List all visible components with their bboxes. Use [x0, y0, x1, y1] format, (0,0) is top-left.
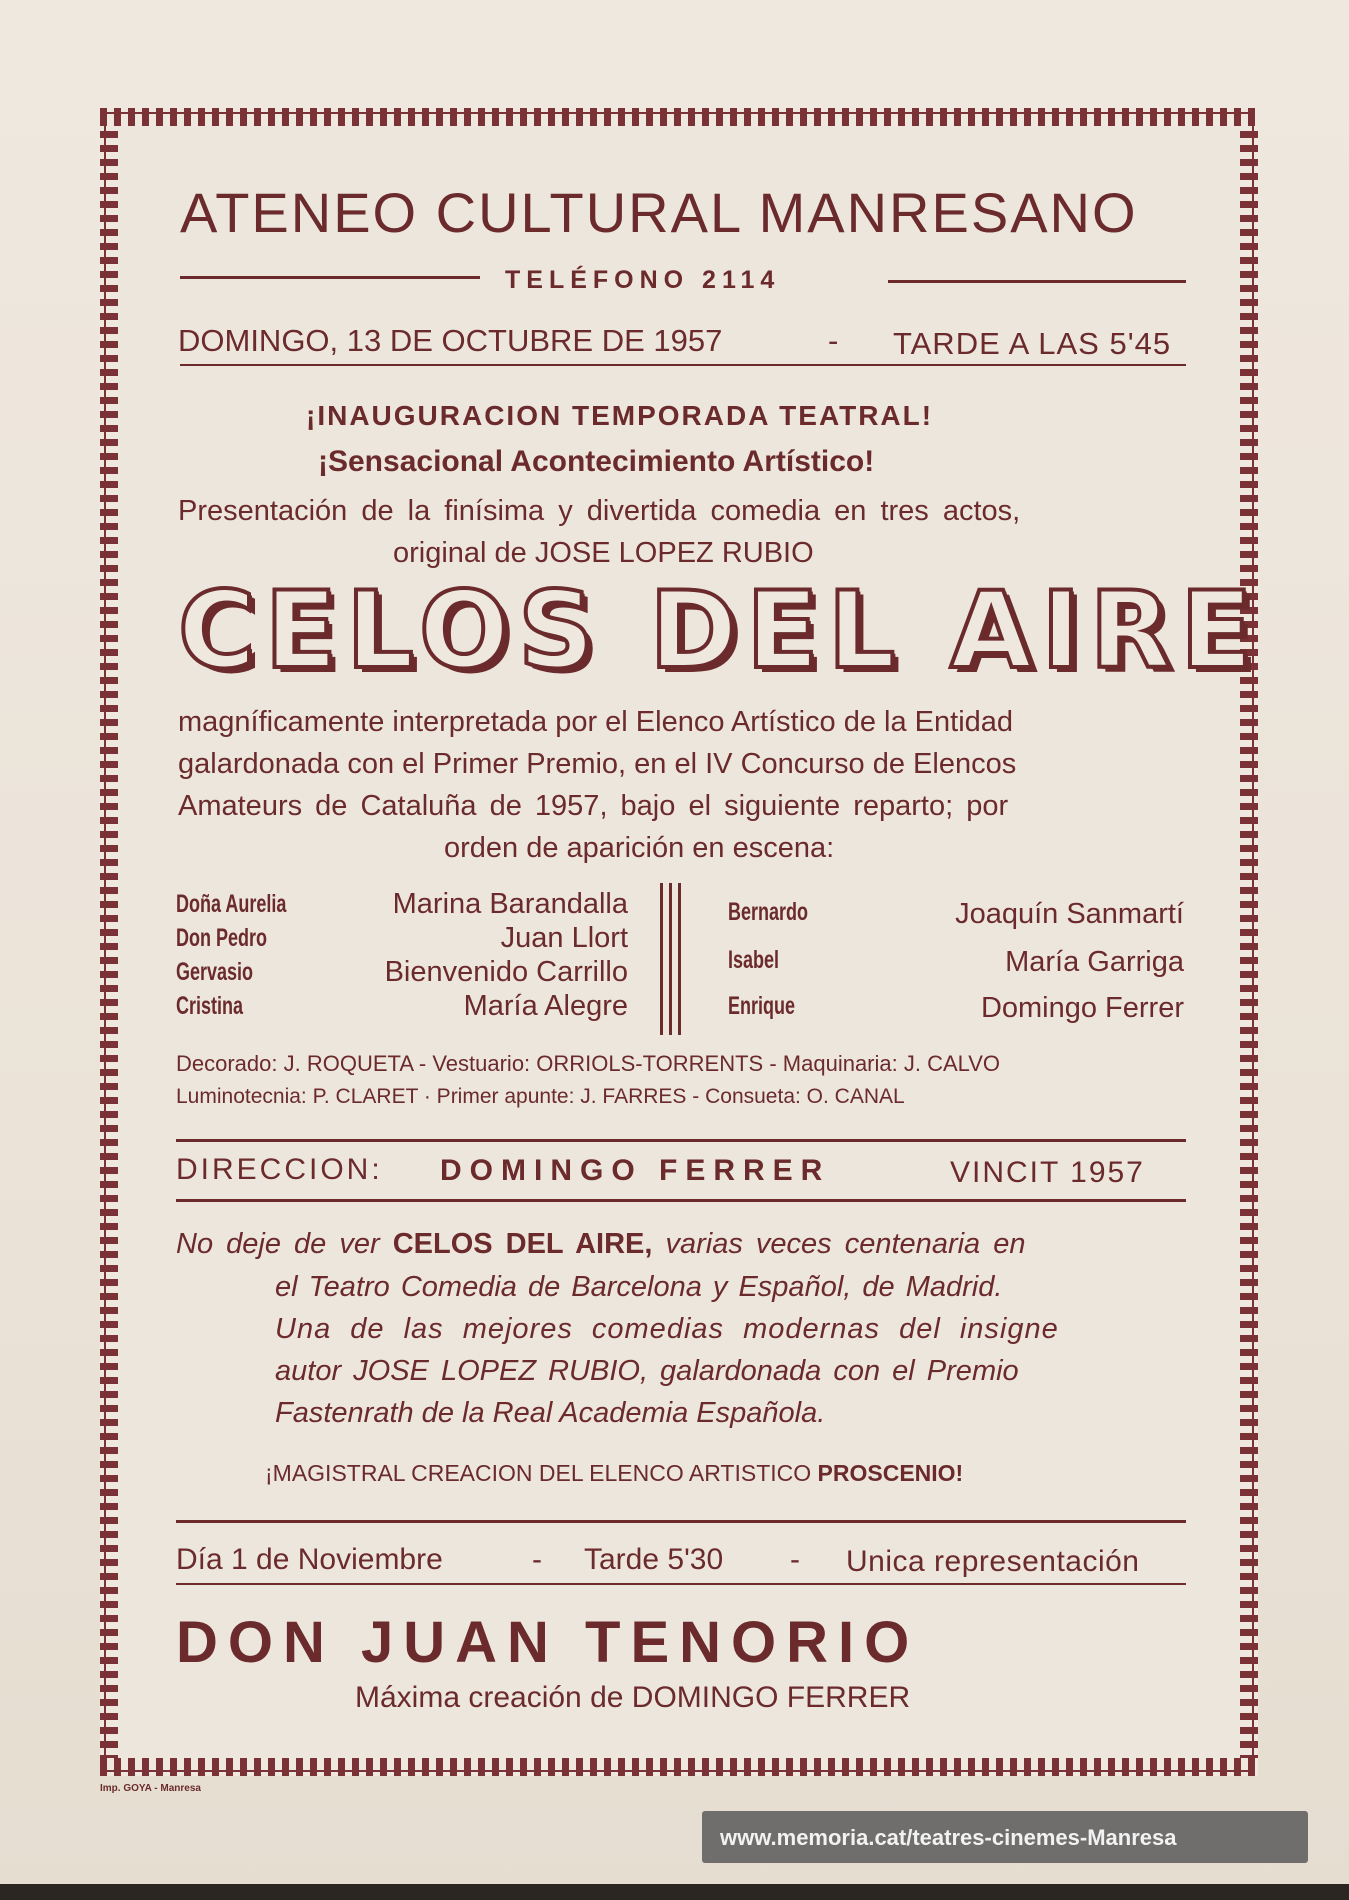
next-play-credit: Máxima creación de DOMINGO FERRER [355, 1681, 911, 1714]
cast-role: Doña Aurelia [176, 890, 287, 918]
director-suffix: VINCIT 1957 [950, 1156, 1145, 1189]
cast-role: Isabel [728, 946, 780, 974]
interpretation-line: galardonada con el Primer Premio, en el IV Concurso de Elencos [178, 748, 1017, 780]
interpretation-line: orden de aparición en escena: [444, 832, 835, 864]
event-date: DOMINGO, 13 DE OCTUBRE DE 1957 [178, 323, 723, 358]
inauguration-heading: ¡INAUGURACION TEMPORADA TEATRAL! [306, 400, 934, 431]
separator: - [532, 1543, 542, 1576]
venue-title: ATENEO CULTURAL MANRESANO [180, 181, 1138, 244]
cast-role: Don Pedro [176, 924, 268, 952]
creation-group: PROSCENIO! [817, 1460, 964, 1486]
creation-line [265, 1462, 963, 1485]
direction-rule-top [176, 1139, 1186, 1142]
creation-prefix: ¡MAGISTRAL CREACION DEL ELENCO ARTISTICO [265, 1460, 812, 1486]
printer-credit: Imp. GOYA - Manresa [100, 1783, 201, 1794]
promo-suffix: varias veces centenaria en [665, 1228, 1026, 1260]
next-play-title: DON JUAN TENORIO [176, 1610, 920, 1675]
next-date: Día 1 de Noviembre [176, 1543, 443, 1576]
cast-role: Enrique [728, 992, 796, 1020]
cast-role: Cristina [176, 992, 244, 1020]
direction-rule-bottom [176, 1199, 1186, 1202]
cast-actor: María Garriga [1005, 946, 1184, 978]
play-title: CELOS DEL AIRE [178, 569, 1262, 692]
promo-line: Fastenrath de la Real Academia Española. [275, 1397, 826, 1429]
next-show-rule [176, 1520, 1186, 1523]
separator: - [790, 1543, 800, 1576]
promo-prefix: No deje de ver [176, 1228, 380, 1260]
crew-line: Luminotecnia: P. CLARET · Primer apunte: J. FARRES - Consueta: O. CANAL [176, 1085, 905, 1108]
cast-actor: Marina Barandalla [392, 888, 628, 920]
sensational-heading: ¡Sensacional Acontecimiento Artístico! [318, 445, 875, 478]
cast-actor: Joaquín Sanmartí [955, 898, 1184, 930]
interpretation-line: Amateurs de Cataluña de 1957, bajo el siguiente reparto; por [178, 790, 1009, 822]
cast-actor: Domingo Ferrer [980, 992, 1184, 1024]
cast-actor: María Alegre [463, 990, 628, 1022]
date-underline [180, 364, 1186, 366]
rule-left [180, 276, 480, 279]
promo-title: CELOS DEL AIRE, [392, 1228, 653, 1260]
page-edge-shadow [0, 1884, 1349, 1900]
promo-line: autor JOSE LOPEZ RUBIO, galardonada con el Premio [275, 1355, 1019, 1387]
watermark-text: www.memoria.cat/teatres-cinemes-Manresa [720, 1825, 1177, 1850]
crew-line: Decorado: J. ROQUETA - Vestuario: ORRIOLS-TORRENTS - Maquinaria: J. CALVO [176, 1051, 1001, 1076]
cast-divider [660, 883, 684, 1035]
event-time: TARDE A LAS 5'45 [893, 326, 1172, 361]
director-name: DOMINGO FERRER [440, 1154, 831, 1187]
interpretation-line: magníficamente interpretada por el Elenco Artístico de la Entidad [178, 706, 1014, 738]
direction-label: DIRECCION: [176, 1153, 383, 1186]
next-date-underline [176, 1583, 1186, 1585]
watermark-banner [702, 1811, 1308, 1863]
cast-actor: Juan Llort [500, 922, 628, 954]
separator: - [828, 323, 839, 358]
telephone: TELÉFONO 2114 [505, 266, 781, 294]
next-note: Unica representación [846, 1545, 1140, 1578]
cast-actor: Bienvenido Carrillo [384, 956, 628, 988]
rule-right [888, 280, 1186, 283]
presentation-line-2: original de JOSE LOPEZ RUBIO [393, 537, 814, 569]
promo-line [176, 1230, 1026, 1259]
next-time: Tarde 5'30 [584, 1543, 724, 1576]
cast-role: Bernardo [728, 898, 809, 926]
promo-line: el Teatro Comedia de Barcelona y Español, de Madrid. [275, 1271, 1003, 1303]
presentation-line-1: Presentación de la finísima y divertida comedia en tres actos, [178, 495, 1021, 527]
promo-line: Una de las mejores comedias modernas del insigne [275, 1313, 1059, 1345]
cast-role: Gervasio [176, 958, 254, 986]
